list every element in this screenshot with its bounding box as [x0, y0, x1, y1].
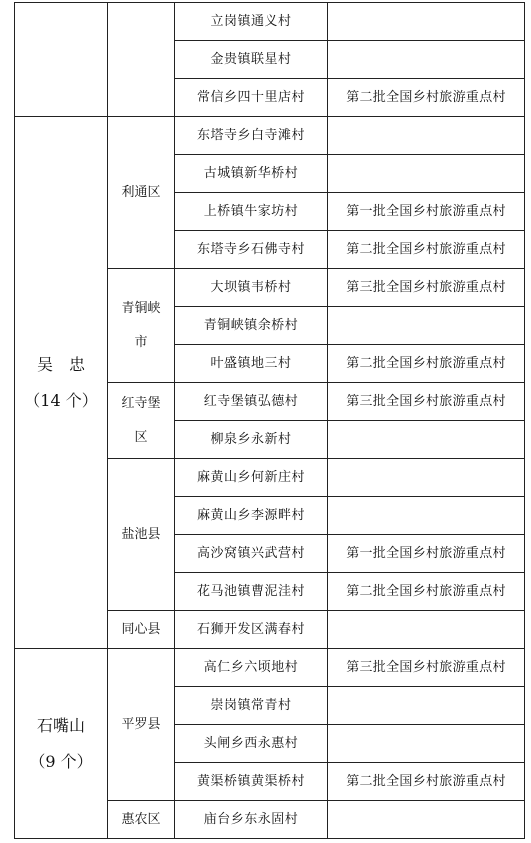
village-cell: 立岗镇通义村	[175, 3, 328, 41]
city-count: （9 个）	[29, 751, 93, 771]
village-cell: 金贵镇联星村	[175, 41, 328, 79]
county-name-line: 红寺堡	[121, 396, 161, 411]
county-cell-yanchi: 盐池县	[108, 459, 175, 611]
village-cell: 高仁乡六顷地村	[175, 649, 328, 687]
note-cell: 第一批全国乡村旅游重点村	[328, 193, 525, 231]
village-cell: 头闸乡西永惠村	[175, 725, 328, 763]
village-cell: 柳泉乡永新村	[175, 421, 328, 459]
village-cell: 大坝镇韦桥村	[175, 269, 328, 307]
village-cell: 麻黄山乡李源畔村	[175, 497, 328, 535]
note-cell: 第三批全国乡村旅游重点村	[328, 269, 525, 307]
county-cell-continued	[108, 3, 175, 117]
note-cell: 第三批全国乡村旅游重点村	[328, 383, 525, 421]
note-cell: 第二批全国乡村旅游重点村	[328, 79, 525, 117]
note-cell	[328, 801, 525, 839]
village-cell: 麻黄山乡何新庄村	[175, 459, 328, 497]
note-cell	[328, 687, 525, 725]
county-cell-huinong: 惠农区	[108, 801, 175, 839]
note-cell	[328, 117, 525, 155]
note-cell	[328, 3, 525, 41]
table-row	[15, 649, 525, 687]
city-count: （14 个）	[24, 390, 98, 410]
county-cell-qingtongxia	[108, 269, 175, 383]
county-cell-litong: 利通区	[108, 117, 175, 269]
note-cell	[328, 155, 525, 193]
note-cell: 第三批全国乡村旅游重点村	[328, 649, 525, 687]
note-cell: 第二批全国乡村旅游重点村	[328, 345, 525, 383]
county-name-line: 青铜峡	[121, 301, 161, 316]
city-cell-wuzhong	[15, 117, 108, 649]
county-name-line: 区	[134, 429, 148, 445]
county-cell-tongxin: 同心县	[108, 611, 175, 649]
city-name: 石嘴山	[36, 715, 85, 735]
city-name: 吴 忠	[36, 354, 85, 374]
village-cell: 崇岗镇常青村	[175, 687, 328, 725]
county-cell-hongsibao	[108, 383, 175, 459]
table-row	[15, 117, 525, 155]
village-cell: 古城镇新华桥村	[175, 155, 328, 193]
village-cell: 青铜峡镇余桥村	[175, 307, 328, 345]
note-cell: 第一批全国乡村旅游重点村	[328, 535, 525, 573]
village-cell: 黄渠桥镇黄渠桥村	[175, 763, 328, 801]
village-cell: 庙台乡东永固村	[175, 801, 328, 839]
village-cell: 叶盛镇地三村	[175, 345, 328, 383]
note-cell	[328, 41, 525, 79]
village-cell: 花马池镇曹泥洼村	[175, 573, 328, 611]
note-cell	[328, 421, 525, 459]
village-cell: 高沙窝镇兴武营村	[175, 535, 328, 573]
village-cell: 东塔寺乡白寺滩村	[175, 117, 328, 155]
county-cell-pingluo: 平罗县	[108, 649, 175, 801]
note-cell: 第二批全国乡村旅游重点村	[328, 763, 525, 801]
village-cell: 上桥镇牛家坊村	[175, 193, 328, 231]
table-row	[15, 3, 525, 41]
county-name-line: 市	[134, 334, 148, 350]
village-cell: 石狮开发区满春村	[175, 611, 328, 649]
city-cell-shizuishan	[15, 649, 108, 839]
note-cell: 第二批全国乡村旅游重点村	[328, 231, 525, 269]
note-cell	[328, 307, 525, 345]
village-cell: 红寺堡镇弘德村	[175, 383, 328, 421]
village-table	[14, 2, 525, 839]
city-cell-continued	[15, 3, 108, 117]
note-cell	[328, 459, 525, 497]
note-cell	[328, 497, 525, 535]
note-cell: 第二批全国乡村旅游重点村	[328, 573, 525, 611]
note-cell	[328, 611, 525, 649]
village-cell: 东塔寺乡石佛寺村	[175, 231, 328, 269]
village-cell: 常信乡四十里店村	[175, 79, 328, 117]
note-cell	[328, 725, 525, 763]
